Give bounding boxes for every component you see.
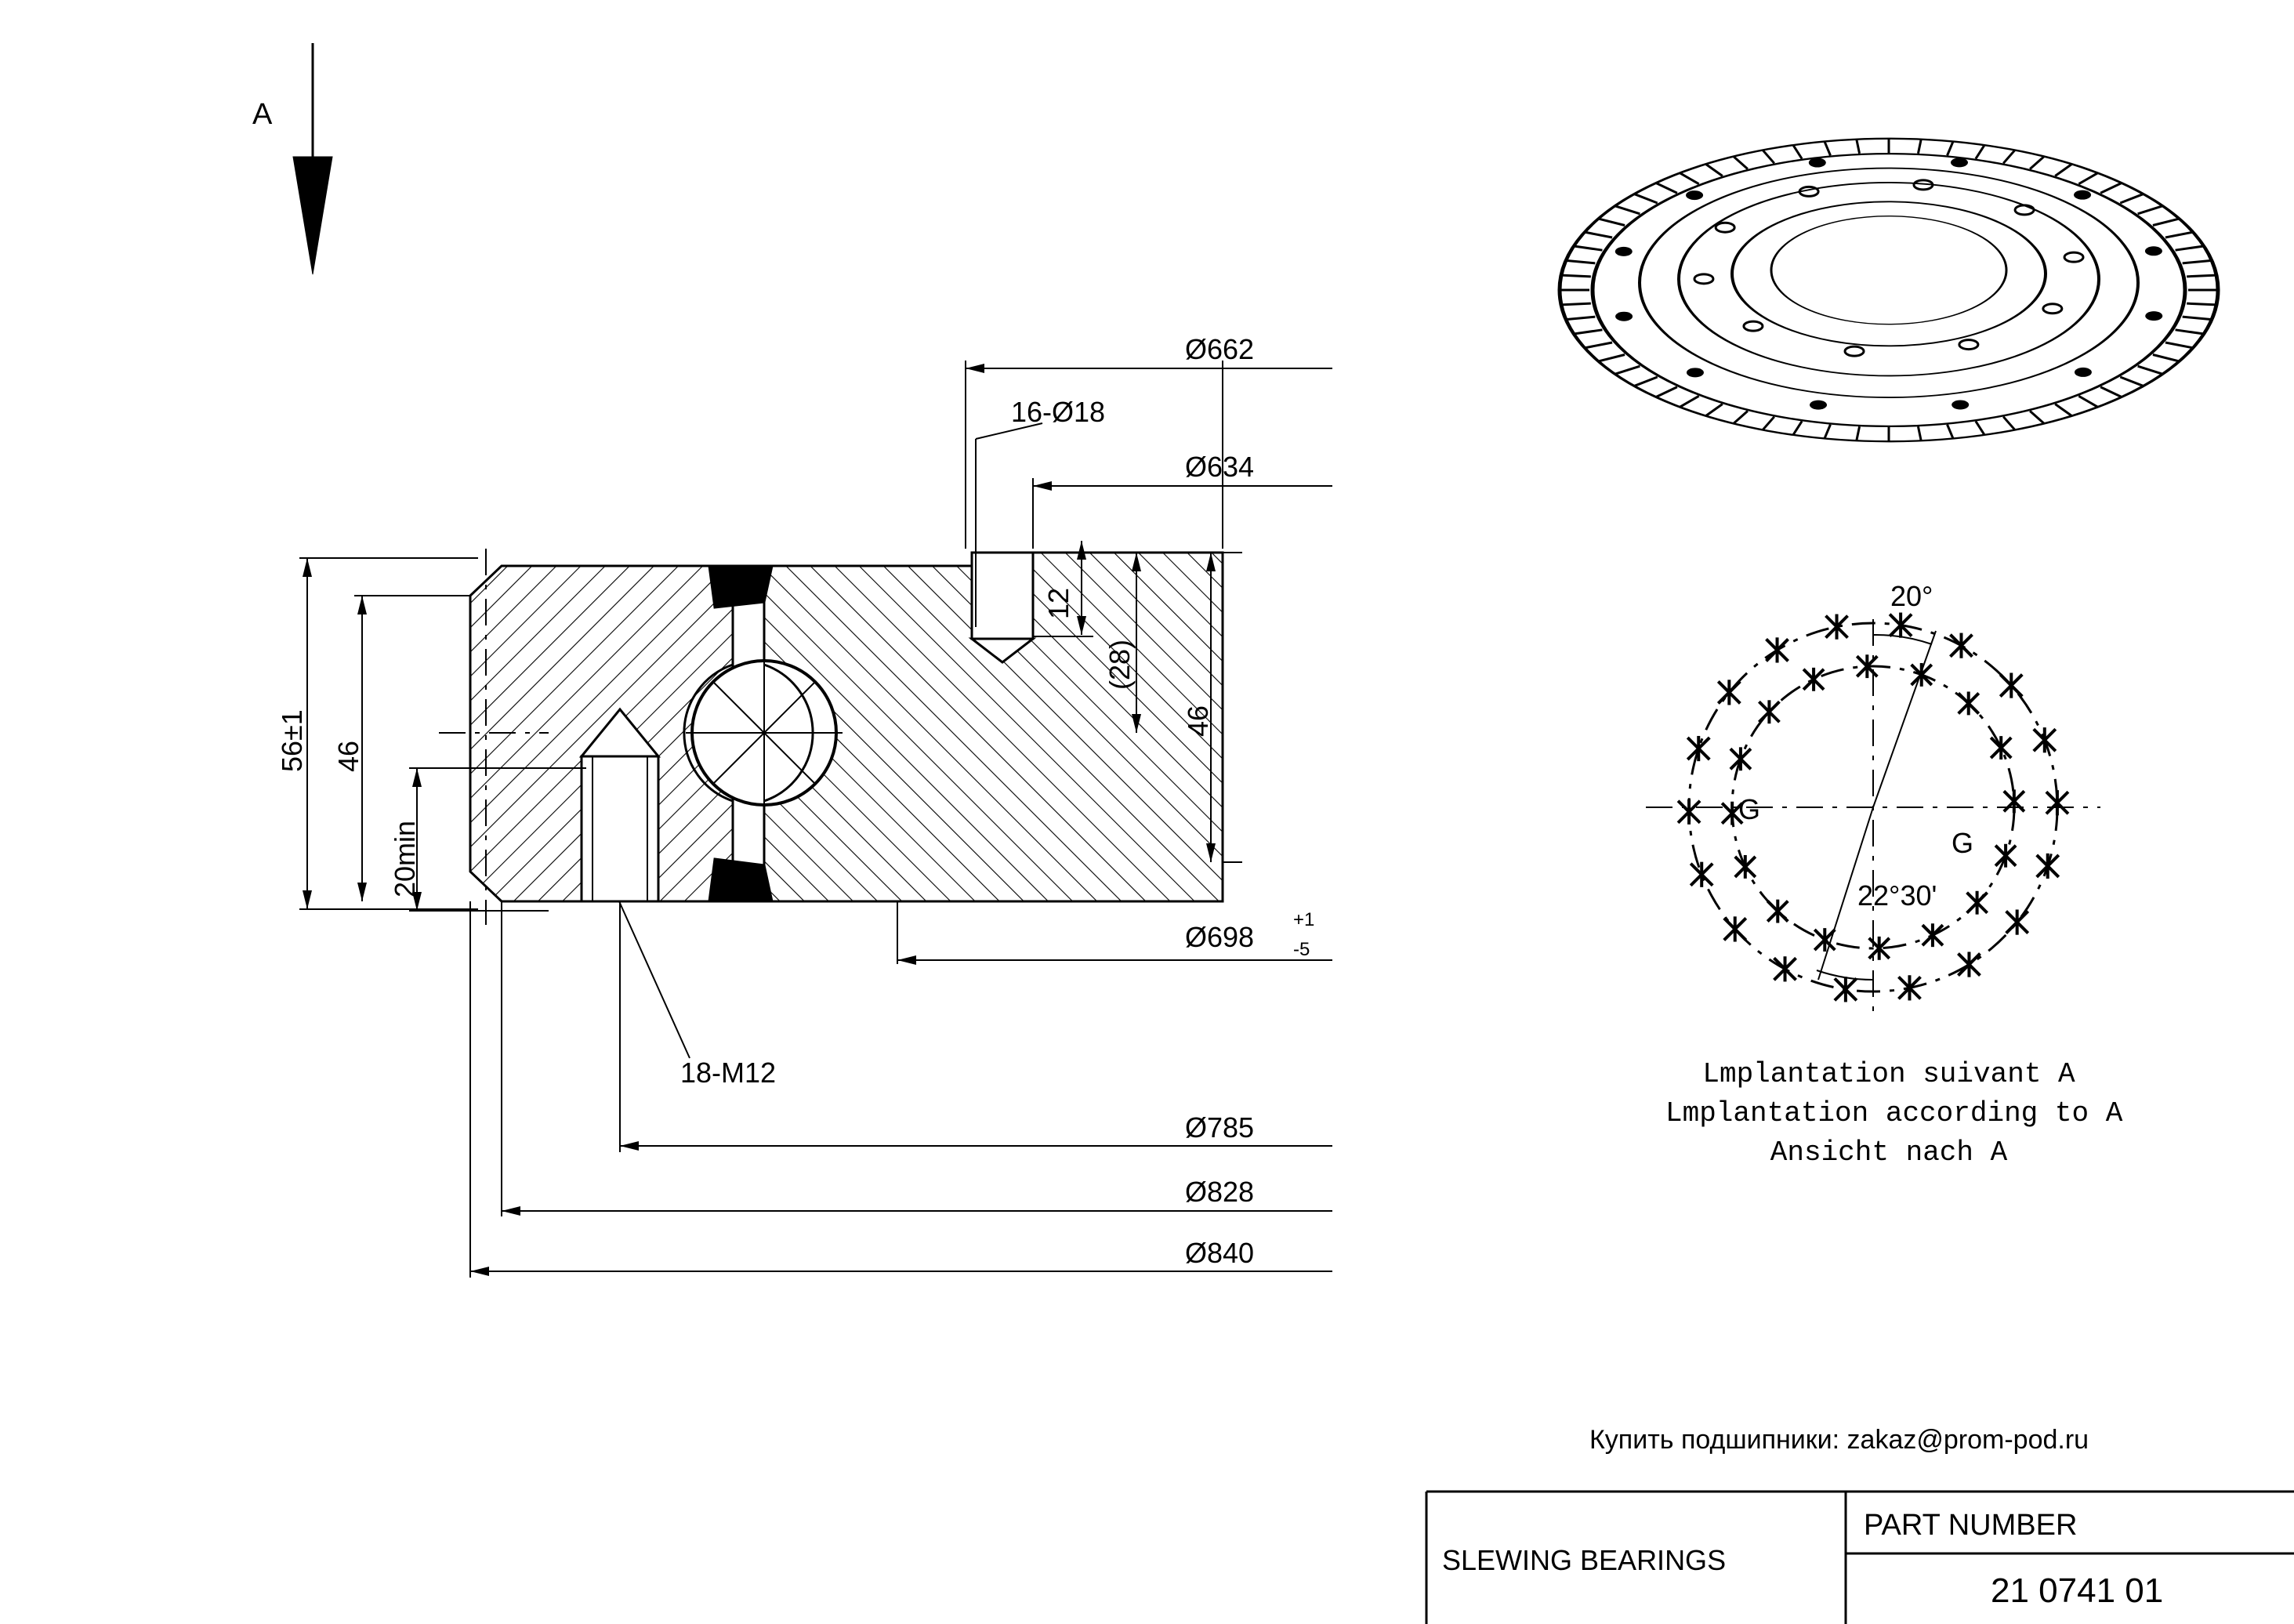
dim-20min: 20min xyxy=(389,820,421,897)
view-arrow-label: A xyxy=(252,98,273,131)
dim-d840: Ø840 xyxy=(1185,1237,1255,1269)
dim-56: 56±1 xyxy=(276,709,308,772)
grease-right-label: G xyxy=(1952,827,1974,859)
dim-16-holes: 16-Ø18 xyxy=(1011,396,1106,428)
angle-bottom-label: 22°30' xyxy=(1857,879,1937,912)
dim-d698: Ø698 xyxy=(1185,921,1255,953)
dim-d634: Ø634 xyxy=(1185,451,1255,483)
caption-de: Ansicht nach A xyxy=(1770,1136,2008,1169)
dim-d785: Ø785 xyxy=(1185,1111,1255,1144)
category-label: SLEWING BEARINGS xyxy=(1442,1544,1727,1576)
caption-en: Lmplantation according to A xyxy=(1665,1097,2123,1129)
dim-46-right: 46 xyxy=(1182,705,1214,737)
contact-note: Купить подшипники: zakaz@prom-pod.ru xyxy=(1589,1425,2089,1455)
bolt-pattern-view xyxy=(1646,613,2100,1011)
dim-28: (28) xyxy=(1104,639,1136,690)
dim-12: 12 xyxy=(1042,587,1075,619)
part-number-value: 21 0741 01 xyxy=(1991,1571,2164,1610)
dim-d662: Ø662 xyxy=(1185,333,1255,365)
dim-46-left: 46 xyxy=(332,740,364,772)
bearing-cross-section xyxy=(439,549,1223,925)
angle-top-label: 20° xyxy=(1890,580,1933,612)
dim-d698-upper-tol: +1 xyxy=(1293,909,1315,930)
caption-fr: Lmplantation suivant A xyxy=(1702,1058,2075,1090)
grease-left-label: G xyxy=(1738,793,1761,825)
dim-d698-lower-tol: -5 xyxy=(1293,939,1310,960)
dim-18-m12: 18-M12 xyxy=(680,1057,777,1089)
view-direction-arrow xyxy=(293,43,332,274)
part-number-label: PART NUMBER xyxy=(1864,1509,2078,1542)
dim-d828: Ø828 xyxy=(1185,1176,1255,1208)
